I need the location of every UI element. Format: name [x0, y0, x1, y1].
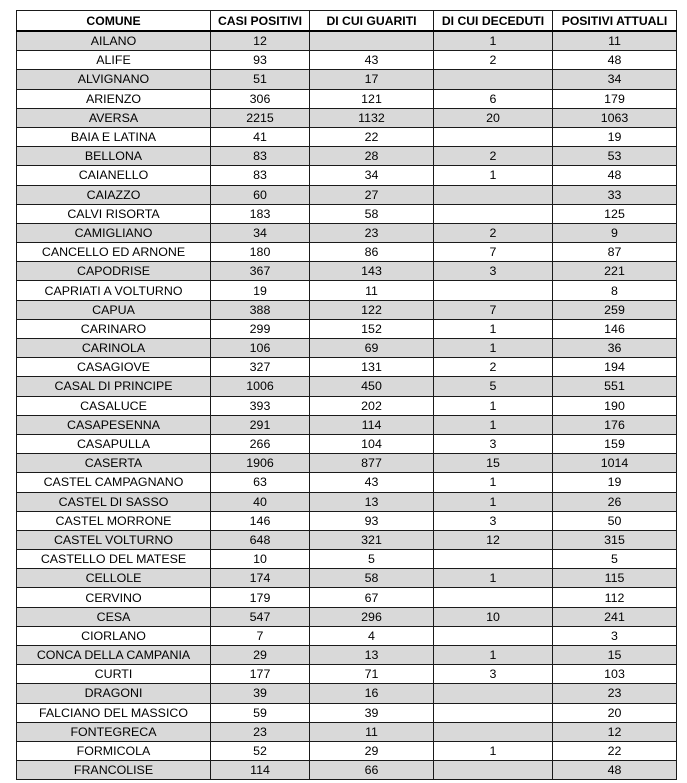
cell-positivi-attuali: 48	[553, 51, 677, 70]
cell-deceduti: 15	[434, 454, 553, 473]
table-row	[17, 51, 677, 70]
cell-comune: ALIFE	[17, 51, 211, 70]
cell-positivi-attuali: 26	[553, 492, 677, 511]
cell-comune: CAMIGLIANO	[17, 223, 211, 242]
cell-casi-positivi: 174	[211, 569, 310, 588]
cell-deceduti	[434, 70, 553, 89]
cell-positivi-attuali: 48	[553, 166, 677, 185]
table-row	[17, 511, 677, 530]
cell-deceduti	[434, 204, 553, 223]
table-row	[17, 684, 677, 703]
cell-comune: BELLONA	[17, 147, 211, 166]
cell-deceduti	[434, 127, 553, 146]
cell-deceduti: 2	[434, 358, 553, 377]
cell-guariti: 93	[310, 511, 434, 530]
cell-comune: FALCIANO DEL MASSICO	[17, 703, 211, 722]
cell-casi-positivi: 266	[211, 434, 310, 453]
cell-comune: AVERSA	[17, 108, 211, 127]
cell-casi-positivi: 93	[211, 51, 310, 70]
cell-guariti: 202	[310, 396, 434, 415]
cell-comune: CAPRIATI A VOLTURNO	[17, 281, 211, 300]
table-row	[17, 358, 677, 377]
cell-comune: CASTEL CAMPAGNANO	[17, 473, 211, 492]
cell-positivi-attuali: 8	[553, 281, 677, 300]
cell-casi-positivi: 51	[211, 70, 310, 89]
cell-deceduti	[434, 703, 553, 722]
cell-comune: CASTEL DI SASSO	[17, 492, 211, 511]
cell-casi-positivi: 388	[211, 300, 310, 319]
cell-comune: CONCA DELLA CAMPANIA	[17, 646, 211, 665]
cell-deceduti: 3	[434, 262, 553, 281]
cell-comune: CERVINO	[17, 588, 211, 607]
cell-casi-positivi: 2215	[211, 108, 310, 127]
cell-deceduti: 6	[434, 89, 553, 108]
cell-guariti: 321	[310, 530, 434, 549]
cell-positivi-attuali: 33	[553, 185, 677, 204]
header-row	[17, 11, 677, 32]
table-row	[17, 377, 677, 396]
cell-positivi-attuali: 34	[553, 70, 677, 89]
cell-guariti: 69	[310, 339, 434, 358]
cell-comune: CAPUA	[17, 300, 211, 319]
cell-deceduti	[434, 761, 553, 780]
cell-guariti: 11	[310, 281, 434, 300]
cell-guariti: 71	[310, 665, 434, 684]
table-row	[17, 243, 677, 262]
cell-comune: CARINARO	[17, 319, 211, 338]
cell-positivi-attuali: 259	[553, 300, 677, 319]
cell-comune: CASAGIOVE	[17, 358, 211, 377]
cell-casi-positivi: 10	[211, 550, 310, 569]
cell-guariti	[310, 31, 434, 51]
cell-comune: DRAGONI	[17, 684, 211, 703]
cell-positivi-attuali: 190	[553, 396, 677, 415]
cell-positivi-attuali: 12	[553, 722, 677, 741]
cell-deceduti: 1	[434, 319, 553, 338]
cell-comune: FRANCOLISE	[17, 761, 211, 780]
cell-deceduti: 3	[434, 434, 553, 453]
cell-guariti: 43	[310, 473, 434, 492]
cell-deceduti: 7	[434, 243, 553, 262]
cell-positivi-attuali: 22	[553, 741, 677, 760]
cell-casi-positivi: 7	[211, 626, 310, 645]
header-positivi-attuali: POSITIVI ATTUALI	[553, 11, 677, 32]
cell-deceduti	[434, 550, 553, 569]
cell-positivi-attuali: 179	[553, 89, 677, 108]
cell-guariti: 143	[310, 262, 434, 281]
cell-deceduti: 7	[434, 300, 553, 319]
cell-deceduti: 1	[434, 569, 553, 588]
cell-comune: CASAL DI PRINCIPE	[17, 377, 211, 396]
cell-guariti: 43	[310, 51, 434, 70]
cell-deceduti: 3	[434, 511, 553, 530]
cell-guariti: 1132	[310, 108, 434, 127]
table-row	[17, 319, 677, 338]
table-row	[17, 741, 677, 760]
cell-deceduti	[434, 281, 553, 300]
cell-deceduti: 1	[434, 492, 553, 511]
cell-casi-positivi: 63	[211, 473, 310, 492]
table-row	[17, 204, 677, 223]
cell-casi-positivi: 106	[211, 339, 310, 358]
cell-casi-positivi: 547	[211, 607, 310, 626]
cell-casi-positivi: 146	[211, 511, 310, 530]
table-row	[17, 530, 677, 549]
cell-guariti: 86	[310, 243, 434, 262]
cell-deceduti: 1	[434, 741, 553, 760]
table-row	[17, 607, 677, 626]
table-row	[17, 703, 677, 722]
table-row	[17, 147, 677, 166]
cell-casi-positivi: 34	[211, 223, 310, 242]
cell-positivi-attuali: 103	[553, 665, 677, 684]
cell-casi-positivi: 299	[211, 319, 310, 338]
cell-guariti: 4	[310, 626, 434, 645]
table-row	[17, 262, 677, 281]
cell-casi-positivi: 393	[211, 396, 310, 415]
cell-comune: CELLOLE	[17, 569, 211, 588]
cell-comune: CAIANELLO	[17, 166, 211, 185]
table-row	[17, 70, 677, 89]
cell-casi-positivi: 19	[211, 281, 310, 300]
table-row	[17, 588, 677, 607]
cell-casi-positivi: 40	[211, 492, 310, 511]
cell-deceduti: 5	[434, 377, 553, 396]
cell-guariti: 58	[310, 569, 434, 588]
cell-deceduti: 1	[434, 646, 553, 665]
cell-guariti: 29	[310, 741, 434, 760]
cell-casi-positivi: 306	[211, 89, 310, 108]
cell-positivi-attuali: 19	[553, 473, 677, 492]
cell-casi-positivi: 180	[211, 243, 310, 262]
cell-positivi-attuali: 19	[553, 127, 677, 146]
cell-guariti: 152	[310, 319, 434, 338]
cell-deceduti	[434, 684, 553, 703]
cell-guariti: 67	[310, 588, 434, 607]
cell-comune: FONTEGRECA	[17, 722, 211, 741]
cell-deceduti: 10	[434, 607, 553, 626]
cell-guariti: 34	[310, 166, 434, 185]
cell-deceduti: 2	[434, 51, 553, 70]
cell-comune: CASTEL VOLTURNO	[17, 530, 211, 549]
header-deceduti: DI CUI DECEDUTI	[434, 11, 553, 32]
table-row	[17, 223, 677, 242]
table-row	[17, 108, 677, 127]
cell-positivi-attuali: 3	[553, 626, 677, 645]
cell-guariti: 22	[310, 127, 434, 146]
cell-positivi-attuali: 50	[553, 511, 677, 530]
cell-guariti: 58	[310, 204, 434, 223]
cell-deceduti: 12	[434, 530, 553, 549]
cell-positivi-attuali: 315	[553, 530, 677, 549]
table-row	[17, 665, 677, 684]
header-guariti: DI CUI GUARITI	[310, 11, 434, 32]
cell-casi-positivi: 183	[211, 204, 310, 223]
cell-casi-positivi: 177	[211, 665, 310, 684]
cell-casi-positivi: 327	[211, 358, 310, 377]
header-casi-positivi: CASI POSITIVI	[211, 11, 310, 32]
cell-positivi-attuali: 23	[553, 684, 677, 703]
cell-guariti: 66	[310, 761, 434, 780]
cell-positivi-attuali: 20	[553, 703, 677, 722]
cell-casi-positivi: 1006	[211, 377, 310, 396]
cell-comune: CESA	[17, 607, 211, 626]
cell-casi-positivi: 41	[211, 127, 310, 146]
cell-casi-positivi: 29	[211, 646, 310, 665]
cell-positivi-attuali: 194	[553, 358, 677, 377]
cell-positivi-attuali: 9	[553, 223, 677, 242]
table-row	[17, 185, 677, 204]
table-row	[17, 492, 677, 511]
cell-positivi-attuali: 15	[553, 646, 677, 665]
table-row	[17, 166, 677, 185]
cell-casi-positivi: 60	[211, 185, 310, 204]
cell-comune: CASAPESENNA	[17, 415, 211, 434]
cell-guariti: 16	[310, 684, 434, 703]
cell-guariti: 13	[310, 492, 434, 511]
cell-casi-positivi: 12	[211, 31, 310, 51]
table-row	[17, 626, 677, 645]
cell-positivi-attuali: 1014	[553, 454, 677, 473]
cell-guariti: 877	[310, 454, 434, 473]
cell-guariti: 13	[310, 646, 434, 665]
table-row	[17, 473, 677, 492]
cell-casi-positivi: 648	[211, 530, 310, 549]
cell-deceduti: 1	[434, 473, 553, 492]
cell-positivi-attuali: 48	[553, 761, 677, 780]
table-row	[17, 339, 677, 358]
cell-positivi-attuali: 5	[553, 550, 677, 569]
cell-positivi-attuali: 112	[553, 588, 677, 607]
cell-comune: CANCELLO ED ARNONE	[17, 243, 211, 262]
cell-deceduti: 1	[434, 415, 553, 434]
cell-comune: CASALUCE	[17, 396, 211, 415]
table-row	[17, 31, 677, 51]
cell-deceduti	[434, 588, 553, 607]
covid-municipality-table	[16, 10, 677, 780]
table-row	[17, 396, 677, 415]
cell-casi-positivi: 23	[211, 722, 310, 741]
cell-positivi-attuali: 115	[553, 569, 677, 588]
cell-guariti: 28	[310, 147, 434, 166]
cell-guariti: 122	[310, 300, 434, 319]
cell-guariti: 27	[310, 185, 434, 204]
cell-positivi-attuali: 1063	[553, 108, 677, 127]
cell-casi-positivi: 1906	[211, 454, 310, 473]
cell-deceduti: 1	[434, 339, 553, 358]
cell-positivi-attuali: 241	[553, 607, 677, 626]
cell-comune: FORMICOLA	[17, 741, 211, 760]
cell-deceduti: 2	[434, 147, 553, 166]
cell-guariti: 104	[310, 434, 434, 453]
table-row	[17, 434, 677, 453]
table-row	[17, 300, 677, 319]
cell-positivi-attuali: 53	[553, 147, 677, 166]
cell-positivi-attuali: 87	[553, 243, 677, 262]
cell-guariti: 296	[310, 607, 434, 626]
cell-deceduti: 3	[434, 665, 553, 684]
table-row	[17, 454, 677, 473]
cell-positivi-attuali: 176	[553, 415, 677, 434]
cell-casi-positivi: 291	[211, 415, 310, 434]
cell-comune: CASAPULLA	[17, 434, 211, 453]
table-row	[17, 569, 677, 588]
cell-deceduti: 1	[434, 396, 553, 415]
table-row	[17, 127, 677, 146]
table-row	[17, 722, 677, 741]
table-row	[17, 550, 677, 569]
cell-guariti: 39	[310, 703, 434, 722]
cell-positivi-attuali: 125	[553, 204, 677, 223]
cell-deceduti: 1	[434, 166, 553, 185]
cell-comune: AILANO	[17, 31, 211, 51]
cell-positivi-attuali: 146	[553, 319, 677, 338]
cell-comune: CASTEL MORRONE	[17, 511, 211, 530]
cell-comune: CALVI RISORTA	[17, 204, 211, 223]
cell-comune: CARINOLA	[17, 339, 211, 358]
cell-guariti: 17	[310, 70, 434, 89]
cell-casi-positivi: 179	[211, 588, 310, 607]
cell-guariti: 131	[310, 358, 434, 377]
cell-guariti: 114	[310, 415, 434, 434]
cell-comune: CURTI	[17, 665, 211, 684]
table-row	[17, 281, 677, 300]
cell-comune: CIORLANO	[17, 626, 211, 645]
cell-casi-positivi: 114	[211, 761, 310, 780]
cell-comune: ALVIGNANO	[17, 70, 211, 89]
table-row	[17, 415, 677, 434]
table-row	[17, 646, 677, 665]
cell-comune: CASERTA	[17, 454, 211, 473]
cell-deceduti	[434, 185, 553, 204]
table-row	[17, 89, 677, 108]
cell-casi-positivi: 83	[211, 147, 310, 166]
cell-comune: ARIENZO	[17, 89, 211, 108]
cell-comune: CASTELLO DEL MATESE	[17, 550, 211, 569]
cell-positivi-attuali: 11	[553, 31, 677, 51]
cell-positivi-attuali: 221	[553, 262, 677, 281]
cell-comune: CAIAZZO	[17, 185, 211, 204]
cell-positivi-attuali: 159	[553, 434, 677, 453]
cell-casi-positivi: 83	[211, 166, 310, 185]
table-row	[17, 761, 677, 780]
cell-casi-positivi: 367	[211, 262, 310, 281]
cell-comune: BAIA E LATINA	[17, 127, 211, 146]
cell-guariti: 5	[310, 550, 434, 569]
cell-guariti: 450	[310, 377, 434, 396]
cell-deceduti	[434, 722, 553, 741]
table-body	[17, 31, 677, 780]
cell-deceduti	[434, 626, 553, 645]
cell-guariti: 11	[310, 722, 434, 741]
cell-deceduti: 2	[434, 223, 553, 242]
cell-positivi-attuali: 551	[553, 377, 677, 396]
cell-casi-positivi: 52	[211, 741, 310, 760]
cell-casi-positivi: 59	[211, 703, 310, 722]
cell-guariti: 23	[310, 223, 434, 242]
cell-positivi-attuali: 36	[553, 339, 677, 358]
header-comune: COMUNE	[17, 11, 211, 32]
cell-deceduti: 20	[434, 108, 553, 127]
cell-casi-positivi: 39	[211, 684, 310, 703]
cell-comune: CAPODRISE	[17, 262, 211, 281]
cell-deceduti: 1	[434, 31, 553, 51]
cell-guariti: 121	[310, 89, 434, 108]
